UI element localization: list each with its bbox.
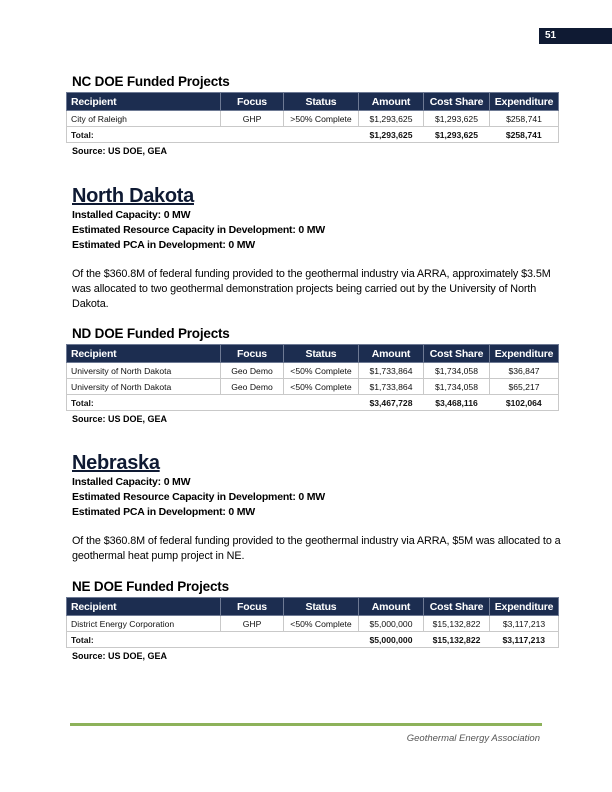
col-header-focus: Focus bbox=[221, 345, 284, 363]
cell-empty bbox=[221, 127, 284, 143]
nd-pca: Estimated PCA in Development: 0 MW bbox=[72, 239, 256, 251]
table-row bbox=[67, 111, 559, 127]
nd-source-note: Source: US DOE, GEA bbox=[72, 414, 168, 424]
cell-expenditure: $36,847 bbox=[490, 363, 559, 379]
cell-focus: Geo Demo bbox=[221, 379, 284, 395]
total-expenditure: $102,064 bbox=[490, 395, 559, 411]
ne-installed-capacity: Installed Capacity: 0 MW bbox=[72, 476, 191, 488]
table-total-row bbox=[67, 127, 559, 143]
col-header-amount: Amount bbox=[359, 598, 424, 616]
nd-resource-capacity: Estimated Resource Capacity in Development: 0 MW bbox=[72, 224, 325, 236]
cell-focus: Geo Demo bbox=[221, 363, 284, 379]
nc-projects-table bbox=[66, 92, 559, 143]
cell-expenditure: $258,741 bbox=[490, 111, 559, 127]
nd-projects-table bbox=[66, 344, 559, 411]
col-header-focus: Focus bbox=[221, 93, 284, 111]
ne-pca: Estimated PCA in Development: 0 MW bbox=[72, 506, 256, 518]
table-row bbox=[67, 363, 559, 379]
table-header-row bbox=[67, 93, 559, 111]
cell-focus: GHP bbox=[221, 616, 284, 632]
page-number-badge: 51 bbox=[539, 28, 612, 44]
col-header-expenditure: Expenditure bbox=[490, 598, 559, 616]
cell-expenditure: $3,117,213 bbox=[490, 616, 559, 632]
cell-status: <50% Complete bbox=[284, 379, 359, 395]
nc-funded-projects-section bbox=[72, 74, 562, 156]
table-total-row bbox=[67, 395, 559, 411]
col-header-focus: Focus bbox=[221, 598, 284, 616]
cell-status: <50% Complete bbox=[284, 363, 359, 379]
total-cost-share: $15,132,822 bbox=[424, 632, 490, 648]
nebraska-section bbox=[72, 451, 562, 564]
footer-organization: Geothermal Energy Association bbox=[406, 733, 540, 744]
cell-focus: GHP bbox=[221, 111, 284, 127]
cell-cost-share: $1,734,058 bbox=[424, 363, 490, 379]
cell-cost-share: $1,293,625 bbox=[424, 111, 490, 127]
total-label: Total: bbox=[67, 395, 221, 411]
col-header-cost-share: Cost Share bbox=[424, 598, 490, 616]
table-row bbox=[67, 616, 559, 632]
cell-empty bbox=[221, 632, 284, 648]
cell-recipient: City of Raleigh bbox=[67, 111, 221, 127]
north-dakota-section bbox=[72, 184, 562, 312]
col-header-status: Status bbox=[284, 598, 359, 616]
total-cost-share: $1,293,625 bbox=[424, 127, 490, 143]
total-amount: $5,000,000 bbox=[359, 632, 424, 648]
col-header-status: Status bbox=[284, 93, 359, 111]
cell-cost-share: $15,132,822 bbox=[424, 616, 490, 632]
col-header-recipient: Recipient bbox=[67, 93, 221, 111]
nd-table-title: ND DOE Funded Projects bbox=[72, 326, 230, 341]
nd-paragraph: Of the $360.8M of federal funding provided to the geothermal industry via ARRA, approximately $3.5M was allocated to two geothermal demonstration projects being carried out by the University of North Dakota. bbox=[72, 268, 551, 310]
cell-empty bbox=[284, 395, 359, 411]
col-header-expenditure: Expenditure bbox=[490, 93, 559, 111]
ne-resource-capacity: Estimated Resource Capacity in Development: 0 MW bbox=[72, 491, 325, 503]
cell-recipient: University of North Dakota bbox=[67, 363, 221, 379]
total-label: Total: bbox=[67, 632, 221, 648]
col-header-status: Status bbox=[284, 345, 359, 363]
state-heading-north-dakota: North Dakota bbox=[72, 185, 194, 207]
total-cost-share: $3,468,116 bbox=[424, 395, 490, 411]
cell-expenditure: $65,217 bbox=[490, 379, 559, 395]
nc-source-note: Source: US DOE, GEA bbox=[72, 146, 168, 156]
ne-projects-table bbox=[66, 597, 559, 648]
col-header-amount: Amount bbox=[359, 93, 424, 111]
cell-empty bbox=[221, 395, 284, 411]
cell-amount: $1,733,864 bbox=[359, 379, 424, 395]
nc-table-title: NC DOE Funded Projects bbox=[72, 74, 230, 89]
cell-amount: $1,293,625 bbox=[359, 111, 424, 127]
total-amount: $3,467,728 bbox=[359, 395, 424, 411]
cell-status: <50% Complete bbox=[284, 616, 359, 632]
col-header-expenditure: Expenditure bbox=[490, 345, 559, 363]
total-label: Total: bbox=[67, 127, 221, 143]
col-header-recipient: Recipient bbox=[67, 345, 221, 363]
table-row bbox=[67, 379, 559, 395]
table-header-row bbox=[67, 598, 559, 616]
cell-empty bbox=[284, 127, 359, 143]
cell-cost-share: $1,734,058 bbox=[424, 379, 490, 395]
ne-source-note: Source: US DOE, GEA bbox=[72, 651, 168, 661]
ne-table-title: NE DOE Funded Projects bbox=[72, 579, 229, 594]
col-header-recipient: Recipient bbox=[67, 598, 221, 616]
cell-recipient: University of North Dakota bbox=[67, 379, 221, 395]
state-heading-nebraska: Nebraska bbox=[72, 452, 160, 474]
nd-funded-projects-section bbox=[72, 326, 562, 424]
cell-amount: $5,000,000 bbox=[359, 616, 424, 632]
nd-installed-capacity: Installed Capacity: 0 MW bbox=[72, 209, 191, 221]
cell-recipient: District Energy Corporation bbox=[67, 616, 221, 632]
table-total-row bbox=[67, 632, 559, 648]
footer-divider bbox=[70, 723, 542, 726]
cell-status: >50% Complete bbox=[284, 111, 359, 127]
col-header-amount: Amount bbox=[359, 345, 424, 363]
cell-empty bbox=[284, 632, 359, 648]
total-expenditure: $3,117,213 bbox=[490, 632, 559, 648]
table-header-row bbox=[67, 345, 559, 363]
cell-amount: $1,733,864 bbox=[359, 363, 424, 379]
total-expenditure: $258,741 bbox=[490, 127, 559, 143]
total-amount: $1,293,625 bbox=[359, 127, 424, 143]
ne-funded-projects-section bbox=[72, 579, 562, 661]
ne-paragraph: Of the $360.8M of federal funding provided to the geothermal industry via ARRA, $5M was allocated to a geothermal heat pump project in NE. bbox=[72, 535, 561, 562]
col-header-cost-share: Cost Share bbox=[424, 345, 490, 363]
col-header-cost-share: Cost Share bbox=[424, 93, 490, 111]
